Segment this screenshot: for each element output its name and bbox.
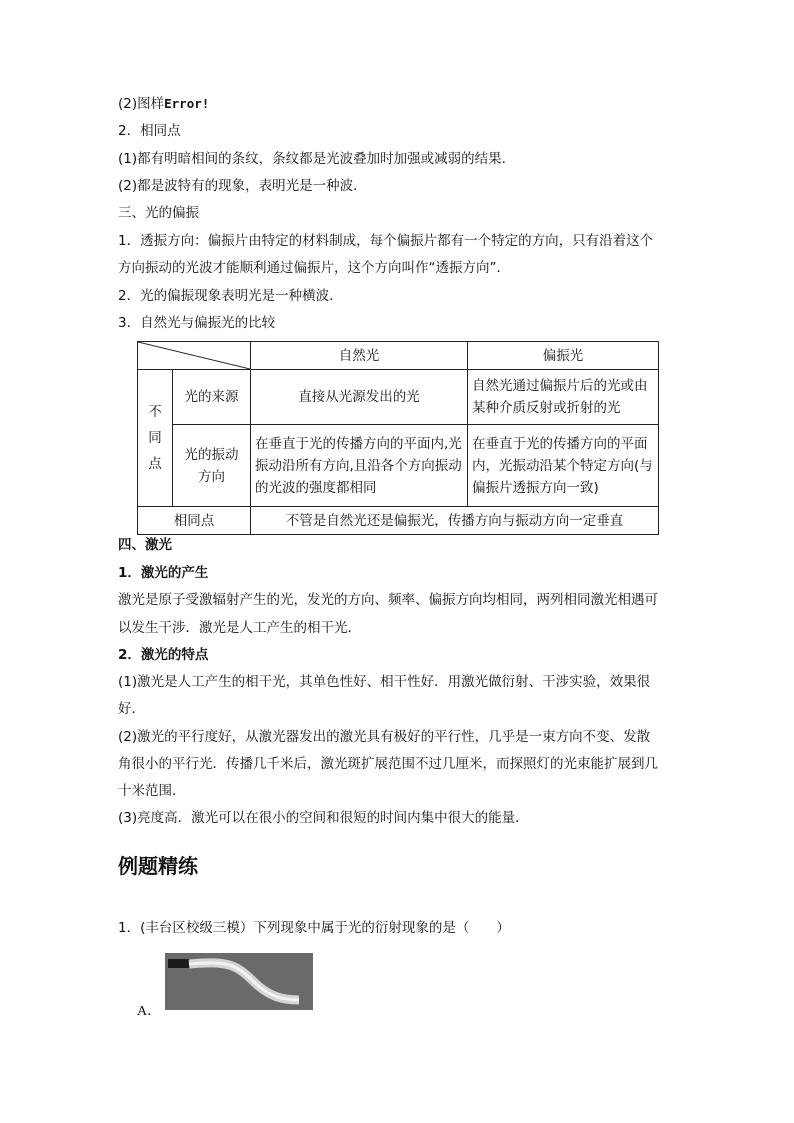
light-fiber-figure [165, 953, 313, 1010]
subsection-heading: 1．激光的产生 [118, 565, 209, 581]
text-span: (2)图样 [118, 96, 165, 112]
section-heading: 三、光的偏振 [118, 205, 199, 221]
text-line: (2)激光的平行度好，从激光器发出的激光具有极好的平行性，几乎是一束方向不变、发散 [118, 729, 651, 745]
section-heading: 四、激光 [118, 537, 172, 553]
table-cell: 直接从光源发出的光 [251, 370, 468, 425]
table-row-label: 光的振动方向 [173, 425, 251, 507]
text-line: 好． [118, 701, 145, 717]
text-line: (3)亮度高．激光可以在很小的空间和很短的时间内集中很大的能量． [118, 810, 529, 826]
table-header: 自然光 [251, 342, 468, 370]
error-text: Error! [164, 96, 210, 111]
text-line: 2．相同点 [118, 123, 181, 139]
text-line: 2．光的偏振现象表明光是一种横波． [118, 288, 343, 304]
table-cell: 不管是自然光还是偏振光，传播方向与振动方向一定垂直 [251, 507, 659, 535]
question-text: 1．(丰台区校级三模）下列现象中属于光的衍射现象的是（ ） [118, 920, 510, 936]
table-row-label: 光的来源 [173, 370, 251, 425]
section-title: 例题精练 [118, 854, 198, 878]
text-line [118, 94, 678, 114]
text-line: (1)激光是人工产生的相干光，其单色性好、相干性好．用激光做衍射、干涉实验，效果很 [118, 674, 651, 690]
text-line: 3．自然光与偏振光的比较 [118, 315, 276, 331]
table-corner-cell [138, 342, 251, 370]
text-line: 以发生干涉．激光是人工产生的相干光． [118, 620, 361, 636]
text-line: 激光是原子受激辐射产生的光，发光的方向、频率、偏振方向均相同，两列相同激光相遇可 [118, 592, 658, 608]
table-row-label: 相同点 [138, 507, 251, 535]
comparison-table [137, 341, 659, 535]
diagonal-line [138, 342, 250, 369]
table-cell: 在垂直于光的传播方向的平面内,光振动沿所有方向,且沿各个方向振动的光波的强度都相同 [251, 425, 468, 507]
text-line: 十米范围． [118, 783, 186, 799]
option-a-label[interactable]: A． [137, 1004, 162, 1019]
text-line: 角很小的平行光．传播几千米后，激光斑扩展范围不过几厘米，而探照灯的光束能扩展到几 [118, 756, 658, 772]
text-line: 1．透振方向：偏振片由特定的材料制成，每个偏振片都有一个特定的方向，只有沿着这个 [118, 233, 654, 249]
table-header: 偏振光 [468, 342, 659, 370]
text-line: 方向振动的光波才能顺利通过偏振片，这个方向叫作“透振方向”． [118, 260, 510, 276]
table-cell: 在垂直于光的传播方向的平面内，光振动沿某个特定方向(与偏振片透振方向一致) [468, 425, 659, 507]
subsection-heading: 2．激光的特点 [118, 647, 209, 663]
text-line: (1)都有明暗相间的条纹，条纹都是光波叠加时加强或减弱的结果． [118, 151, 516, 167]
table-row-header: 不同点 [138, 370, 173, 507]
table-cell: 自然光通过偏振片后的光或由某种介质反射或折射的光 [468, 370, 659, 425]
text-line: (2)都是波特有的现象，表明光是一种波． [118, 178, 367, 194]
